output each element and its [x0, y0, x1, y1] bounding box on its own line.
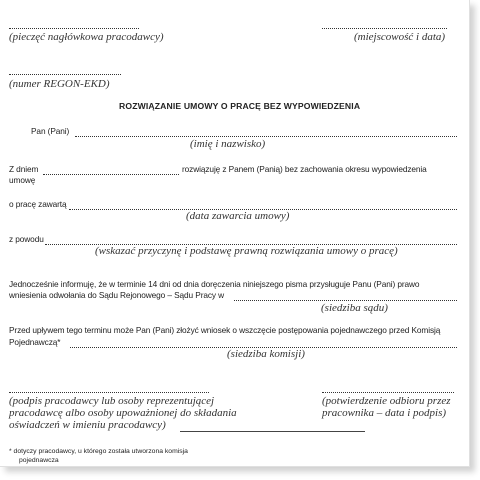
commission-line-2: Pojednawczą*: [9, 337, 61, 347]
footnote-line-1: * dotyczy pracodawcy, u którego została utworzona komisja: [9, 448, 188, 455]
pan-prefix: Pan (Pani): [31, 126, 70, 136]
commission-label: (siedziba komisji): [227, 348, 305, 360]
reason-label: (wskazać przyczynę i podstawę prawną rozwiązania umowy o pracę): [95, 245, 398, 257]
court-dotted-line: [234, 300, 457, 301]
stamp-label: (pieczęć nagłówkowa pracodawcy): [9, 31, 164, 43]
signature-underline: [180, 431, 365, 432]
contract-prefix: o pracę zawartą: [9, 199, 67, 209]
z-dniem-dotted-line: [43, 174, 179, 175]
commission-line-1: Przed upływem tego terminu może Pan (Pani) złożyć wniosek o wszczęcie postępowania pojednawczego przed Komisją: [9, 325, 441, 335]
regon-label: (numer REGON-EKD): [9, 78, 110, 90]
court-label: (siedziba sądu): [321, 302, 388, 314]
employee-signature-dotted-line: [322, 392, 454, 393]
footnote-line-2: pojednawcza: [19, 457, 59, 464]
employee-signature-line-1: (potwierdzenie odbioru przez: [322, 395, 451, 407]
stamp-dotted-line: [9, 28, 139, 29]
regon-dotted-line: [9, 74, 121, 75]
z-dniem-prefix: Z dniem: [9, 164, 39, 174]
name-label: (imię i nazwisko): [190, 138, 266, 150]
info-line-2: wniesienia odwołania do Sądu Rejonowego – Sądu Pracy w: [9, 290, 225, 300]
info-line-1: Jednocześnie informuję, że w terminie 14 dni od dnia doręczenia niniejszego pisma przysługuje Panu (Pani) prawo: [9, 279, 420, 289]
contract-date-label: (data zawarcia umowy): [186, 210, 290, 222]
reason-prefix: z powodu: [9, 234, 44, 244]
employer-signature-line-3: oświadczeń w imieniu pracodawcy): [9, 419, 166, 431]
place-date-label: (miejscowość i data): [354, 31, 446, 43]
place-date-dotted-line: [322, 28, 447, 29]
employer-signature-dotted-line: [9, 392, 209, 393]
employee-signature-line-2: pracownika – data i podpis): [322, 407, 447, 419]
z-dniem-text-2: umowę: [9, 175, 36, 185]
z-dniem-text: rozwiązuję z Panem (Panią) bez zachowania okresu wypowiedzenia: [182, 164, 427, 174]
employer-signature-line-2: pracodawcę albo osoby upoważnionej do składania: [9, 407, 237, 419]
document-title: ROZWIĄZANIE UMOWY O PRACĘ BEZ WYPOWIEDZENIA: [119, 101, 361, 111]
name-dotted-line: [75, 136, 457, 137]
employer-signature-line-1: (podpis pracodawcy lub osoby reprezentującej: [9, 395, 215, 407]
